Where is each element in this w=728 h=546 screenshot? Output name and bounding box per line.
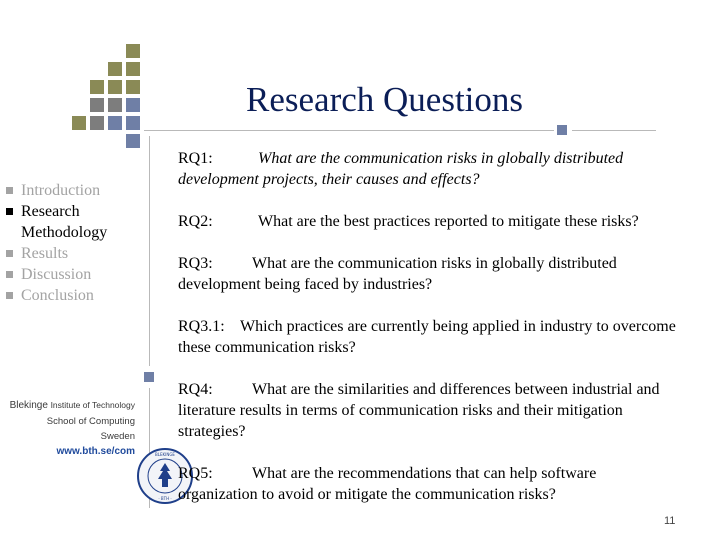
question-id: RQ4: xyxy=(178,381,213,398)
title-divider-right xyxy=(572,130,656,131)
question-id: RQ3: xyxy=(178,255,213,272)
sidebar-item-discussion[interactable] xyxy=(6,264,144,285)
sidebar-item-label: Discussion xyxy=(21,266,92,283)
title-divider-left xyxy=(144,130,554,131)
mosaic-square xyxy=(126,80,140,94)
mosaic-square xyxy=(108,98,122,112)
question-text: What are the similarities and differences between industrial and literature results in terms of communication risks and their mitigation strategies? xyxy=(178,381,660,440)
sidebar-item-introduction[interactable] xyxy=(6,180,144,201)
square-bullet-icon xyxy=(6,250,13,257)
question-text: What are the recommendations that can help software organization to avoid or mitigate the communication risks? xyxy=(178,465,597,503)
question-id: RQ3.1: xyxy=(178,318,225,335)
question-text: What are the communication risks in globally distributed development being faced by industries? xyxy=(178,255,617,293)
questions-list xyxy=(178,148,678,505)
question-rq2 xyxy=(178,211,678,232)
sidebar-item-label: Results xyxy=(21,245,69,262)
sidebar-item-conclusion[interactable] xyxy=(6,285,144,306)
square-bullet-icon xyxy=(6,271,13,278)
question-rq3-1 xyxy=(178,316,678,358)
mosaic-square xyxy=(90,80,104,94)
question-rq5 xyxy=(178,463,678,505)
square-bullet-icon xyxy=(6,292,13,299)
mosaic-square xyxy=(108,62,122,76)
sidebar-divider-top xyxy=(149,136,150,366)
mosaic-square xyxy=(126,98,140,112)
question-text: What are the best practices reported to mitigate these risks? xyxy=(258,213,639,230)
question-id: RQ1: xyxy=(178,150,213,167)
question-id: RQ2: xyxy=(178,213,213,230)
square-bullet-icon xyxy=(6,208,13,215)
square-bullet-icon xyxy=(6,187,13,194)
svg-text:· BTH ·: · BTH · xyxy=(158,496,172,501)
country-name: Sweden xyxy=(100,431,135,442)
question-text: What are the communication risks in globally distributed development projects, their causes and effects? xyxy=(178,150,624,188)
mosaic-square xyxy=(90,98,104,112)
question-rq1 xyxy=(178,148,678,190)
website-link[interactable]: www.bth.se/com xyxy=(56,446,135,457)
mosaic-square xyxy=(144,372,154,382)
mosaic-square xyxy=(108,80,122,94)
sidebar-item-research-methodology[interactable] xyxy=(6,201,144,243)
mosaic-square xyxy=(90,116,104,130)
mosaic-square xyxy=(126,44,140,58)
sidebar-nav xyxy=(6,180,144,306)
mosaic-square xyxy=(126,116,140,130)
slide-title: Research Questions xyxy=(246,80,524,119)
sidebar-item-label: Conclusion xyxy=(21,287,94,304)
mosaic-square xyxy=(557,125,567,135)
sidebar-item-results[interactable] xyxy=(6,243,144,264)
sidebar-item-label: Research Methodology xyxy=(21,203,108,241)
sidebar-item-label: Introduction xyxy=(21,182,101,199)
institute-name: Blekinge Institute of Technology xyxy=(9,400,135,411)
mosaic-square xyxy=(72,116,86,130)
question-text: Which practices are currently being applied in industry to overcome these communication risks? xyxy=(178,318,676,356)
mosaic-square xyxy=(126,134,140,148)
question-id: RQ5: xyxy=(178,465,213,482)
mosaic-square xyxy=(126,62,140,76)
mosaic-square xyxy=(108,116,122,130)
svg-text:BLEKINGE: BLEKINGE xyxy=(155,452,175,457)
question-rq3 xyxy=(178,253,678,295)
slide-number: 11 xyxy=(664,515,676,527)
school-name: School of Computing xyxy=(46,416,135,427)
question-rq4 xyxy=(178,379,678,442)
